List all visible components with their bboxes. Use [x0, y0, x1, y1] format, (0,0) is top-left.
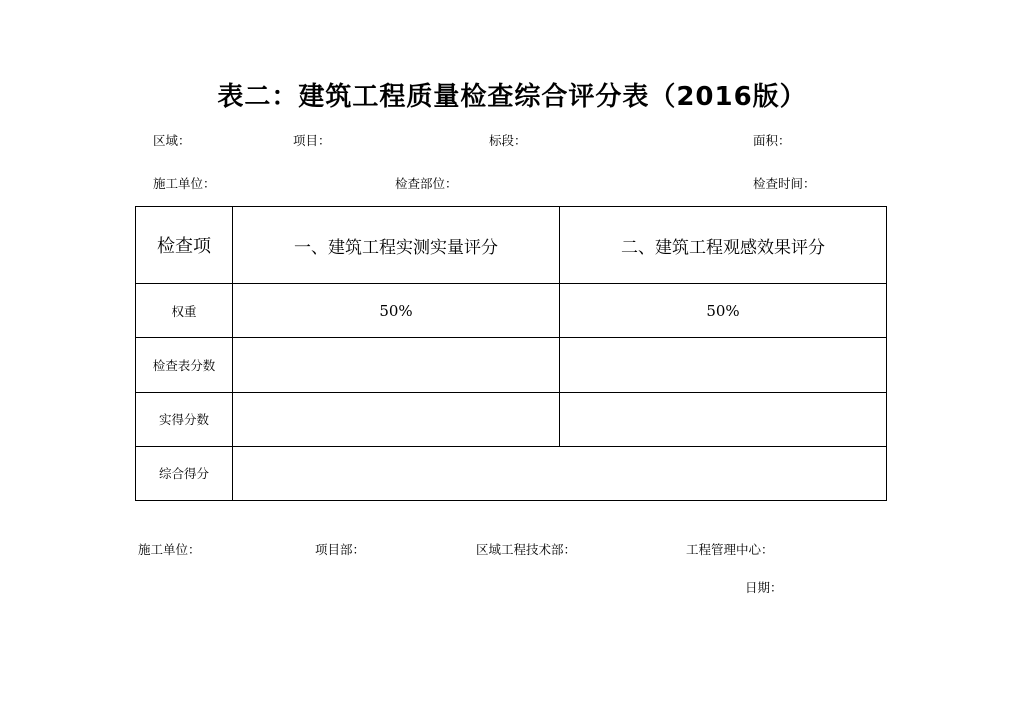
area-field-label: 区域： [153, 133, 191, 148]
footer-management-center-label: 工程管理中心： [686, 542, 774, 557]
footer-regional-tech-label: 区域工程技术部： [476, 542, 577, 557]
inspected-part-field-label: 检查部位： [395, 176, 458, 191]
overall-score-cell[interactable] [233, 446, 887, 500]
weight-label: 权重 [136, 284, 233, 338]
inspection-time-field-label: 检查时间： [753, 176, 816, 191]
footer-contractor-label: 施工单位： [138, 542, 201, 557]
appearance-sheet-score-cell[interactable] [560, 338, 887, 392]
sheet-score-label: 检查表分数 [136, 338, 233, 392]
measurement-score-header: 一、建筑工程实测实量评分 [233, 207, 560, 284]
score-table [135, 206, 887, 501]
actual-score-label: 实得分数 [136, 392, 233, 446]
section-field-label: 标段： [489, 133, 527, 148]
overall-score-row [136, 446, 887, 500]
inspection-item-header: 检查项 [136, 207, 233, 284]
sheet-score-row [136, 338, 887, 392]
table-header-row [136, 207, 887, 284]
actual-score-row [136, 392, 887, 446]
appearance-actual-score-cell[interactable] [560, 392, 887, 446]
appearance-score-header: 二、建筑工程观感效果评分 [560, 207, 887, 284]
measurement-actual-score-cell[interactable] [233, 392, 560, 446]
project-field-label: 项目： [293, 133, 331, 148]
contractor-field-label: 施工单位： [153, 176, 216, 191]
measurement-sheet-score-cell[interactable] [233, 338, 560, 392]
footer-project-dept-label: 项目部： [315, 542, 366, 557]
measurement-weight-cell: 50% [233, 284, 560, 338]
footer-date-label: 日期： [745, 580, 783, 595]
form-title: 表二：建筑工程质量检查综合评分表（2016版） [217, 82, 807, 112]
appearance-weight-cell: 50% [560, 284, 887, 338]
size-field-label: 面积： [753, 133, 791, 148]
overall-score-label: 综合得分 [136, 446, 233, 500]
weight-row [136, 284, 887, 338]
